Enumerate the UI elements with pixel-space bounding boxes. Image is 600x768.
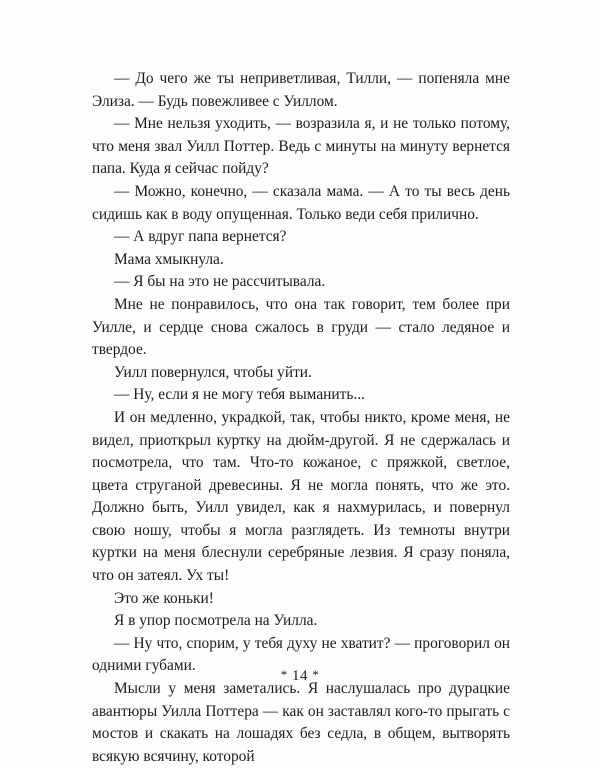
paragraph: Это же коньки!	[114, 589, 214, 607]
paragraph: — Можно, конечно, — сказала мама. — А то ты весь день сидишь как в воду опущенная. Только веди себя прилично.	[92, 182, 510, 223]
paragraph: — До чего же ты неприветливая, Тилли, — попеняла мне Элиза. — Будь повежливее с Уиллом.	[92, 70, 510, 110]
paragraph: — А вдруг папа вернется?	[114, 228, 287, 246]
paragraph: Мысли у меня заметались. Я наслушалась про дурацкие авантюры Уилла Поттера — как он заставлял кого-то прыгать с мостов и скакать на лошадях без седла, в общем, вытворять всякую всячину, которой	[92, 680, 510, 765]
paragraph: — Ну, если я не могу тебя выманить...	[114, 386, 365, 404]
paragraph: Уилл повернулся, чтобы уйти.	[114, 363, 312, 381]
page-footer	[0, 668, 600, 685]
paragraph: И он медленно, украдкой, так, чтобы никто, кроме меня, не видел, приоткрыл куртку на дюйм-другой. Я не сдержалась и посмотрела, что там. Что-то кожаное, с пряжкой, светлое, цвета струганой древесины. Я не могла понять, что же это. Должно быть, Уилл увидел, как я нахмурилась, и повернул свою ношу, чтобы я могла разглядеть. Из темноты внутри куртки на меня блеснули серебряные лезвия. Я сразу поняла, что он затеял. Ух ты!	[92, 408, 510, 585]
paragraph: Мама хмыкнула.	[114, 250, 224, 268]
footer-star-right: *	[312, 667, 320, 682]
page-number: 14	[292, 668, 308, 684]
paragraph: Мне не понравилось, что она так говорит, тем более при Уилле, и сердце снова сжалось в груди — стало ледяное и твердое.	[92, 295, 510, 359]
paragraph: — Ну что, спорим, у тебя духу не хватит? — проговорил он одними губами.	[92, 634, 510, 675]
paragraph: Я в упор посмотрела на Уилла.	[114, 612, 318, 630]
footer-star-left: *	[280, 667, 288, 682]
paragraph: — Я бы на это не рассчитывала.	[114, 273, 326, 291]
body-text	[92, 68, 510, 768]
paragraph: — Мне нельзя уходить, — возразила я, и не только потому, что меня звал Уилл Поттер. Ведь с минуты на минуту вернется папа. Куда я сейчас пойду?	[92, 115, 510, 178]
